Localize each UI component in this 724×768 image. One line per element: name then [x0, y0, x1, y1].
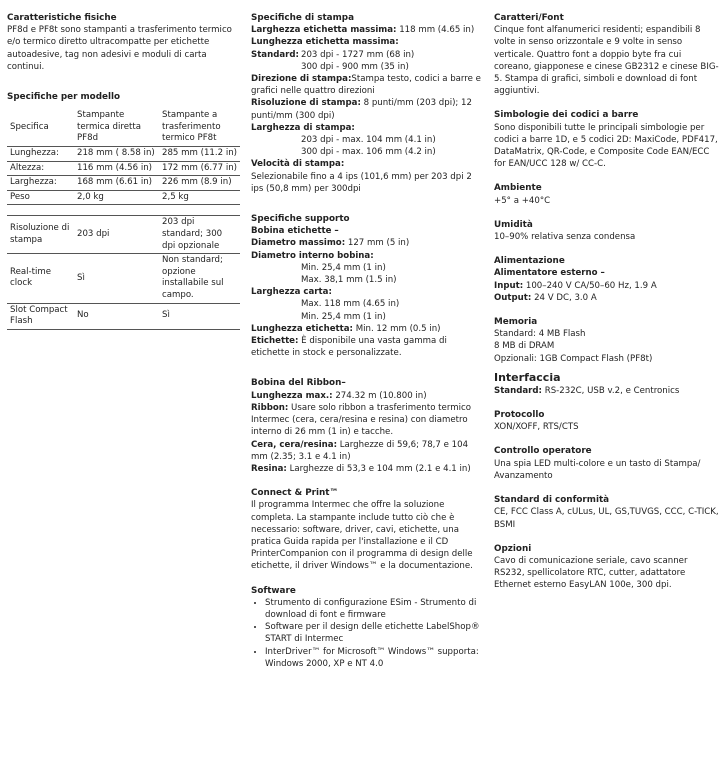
spec-value: 300 dpi - 900 mm (35 in) — [301, 61, 409, 72]
section-title-software: Software — [251, 585, 296, 596]
table-header-row — [7, 109, 240, 146]
software-list — [251, 597, 483, 670]
list-item: • InterDriver™ for Microsoft™ Windows™ supporta: Windows 2000, XP e NT 4.0 — [265, 646, 483, 670]
spec-line — [251, 335, 483, 359]
spec-label: Diametro massimo: — [251, 238, 346, 249]
spec-value: RS-232C, USB v.2, e Centronics — [542, 385, 680, 396]
spec-value: Min. 25,4 mm (1 in) — [301, 311, 386, 322]
spec-label: Etichette: — [251, 336, 299, 347]
table-row — [7, 303, 240, 329]
table-row — [7, 161, 240, 176]
section-title-model: Specifiche per modello — [7, 92, 121, 103]
spec-value: 100–240 V CA/50–60 Hz, 1.9 A — [523, 280, 657, 291]
spec-line — [251, 97, 483, 121]
compliance-list: CE, FCC Class A, cULus, UL, GS,TUVGS, CCC, C-TICK, BSMI — [494, 507, 719, 530]
spec-value: 203 dpi - max. 104 mm (4.1 in) — [301, 135, 436, 146]
spec-label: Cera, cera/resina: — [251, 439, 338, 450]
spec-value: 203 dpi - 1727 mm (68 in) — [301, 49, 415, 60]
list-item: • Strumento di configurazione ESim - Strumento di download di font e firmware — [265, 597, 483, 621]
section-title-compliance: Standard di conformità — [494, 495, 610, 506]
table-header-cell: Stampante termica diretta PF8d — [74, 109, 159, 146]
connect-description: Il programma Intermec che offre la soluzione completa. La stampante include tutto ciò che è necessario: software, driver, cavi, etichette, una pratica Guida rapida per l'installazione e il CD PrinterCompanion con il programma di design delle etichette, il driver Windows™ e la documentazione. — [251, 500, 473, 572]
spec-label: Ribbon: — [251, 402, 289, 413]
environment-value: +5° a +40°C — [494, 195, 551, 206]
spec-line — [251, 49, 483, 61]
spec-line — [251, 24, 483, 36]
memory-line: Standard: 4 MB Flash — [494, 329, 586, 340]
spec-label: Lunghezza max.: — [251, 390, 333, 401]
section-title-memory: Memoria — [494, 317, 538, 328]
list-item: • Software per il design delle etichette LabelShop® START di Intermec — [265, 621, 483, 645]
section-title-connect: Connect & Print™ — [251, 488, 339, 499]
spec-label: Larghezza di stampa: — [251, 122, 355, 133]
spec-label: Output: — [494, 292, 532, 303]
column-features — [494, 12, 720, 592]
spec-line — [251, 237, 483, 249]
model-spec-table — [7, 109, 240, 330]
spec-value: Larghezze di 59,6; 78,7 e 104 mm (2.35; 3.1 e 4.1 in) — [251, 439, 469, 462]
table-row — [7, 190, 240, 205]
section-title-fonts: Caratteri/Font — [494, 13, 564, 23]
spec-value: Max. 38,1 mm (1.5 in) — [301, 275, 397, 286]
spec-value: Usare solo ribbon a trasferimento termico Intermec (cera, cera/resina e resina) con diametro interno di 26 mm (1 in) e tacche. — [251, 402, 471, 438]
table-cell: 116 mm (4.56 in) — [74, 161, 159, 176]
section-title-interface: Interfaccia — [494, 370, 561, 384]
spec-line — [494, 385, 720, 397]
table-row — [7, 216, 240, 254]
table-header-cell: Specifica — [7, 109, 74, 146]
spec-label: Lunghezza etichetta massima: — [251, 37, 399, 48]
table-row — [7, 254, 240, 303]
table-cell: 285 mm (11.2 in) — [159, 147, 240, 162]
table-cell: 203 dpi — [74, 216, 159, 254]
power-subtitle: Alimentatore esterno – — [494, 268, 605, 279]
spec-value: 8 punti/mm (203 dpi); 12 punti/mm (300 dpi) — [251, 98, 472, 121]
section-title-support: Specifiche supporto — [251, 214, 350, 225]
spec-line — [494, 292, 720, 304]
spec-line — [251, 390, 483, 402]
spec-value: È disponibile una vasta gamma di etichette in stock e personalizzate. — [251, 336, 447, 359]
spec-value: 127 mm (5 in) — [345, 238, 410, 249]
spec-label: Risoluzione di stampa: — [251, 98, 361, 109]
table-cell: 172 mm (6.77 in) — [159, 161, 240, 176]
operator-control-description: Una spia LED multi-colore e un tasto di Stampa/ Avanzamento — [494, 458, 701, 481]
section-title-humidity: Umidità — [494, 219, 533, 230]
spec-line — [251, 402, 483, 439]
memory-line: 8 MB di DRAM — [494, 341, 555, 352]
spec-value: Selezionabile fino a 4 ips (101,6 mm) per 203 dpi 2 ips (50,8 mm) per 300dpi — [251, 171, 472, 194]
spec-value: 24 V DC, 3.0 A — [531, 292, 597, 303]
spec-label: Input: — [494, 280, 524, 291]
section-title-protocol: Protocollo — [494, 410, 545, 421]
humidity-value: 10–90% relativa senza condensa — [494, 232, 636, 243]
spec-label: Velocità di stampa: — [251, 159, 345, 170]
spec-label: Standard: — [494, 385, 542, 396]
table-row — [7, 147, 240, 162]
spec-value: Stampa testo, codici a barre e grafici nelle quattro direzioni — [251, 74, 481, 97]
table-spacer — [7, 205, 240, 216]
spec-value: 274.32 m (10.800 in) — [332, 390, 427, 401]
table-cell: Peso — [7, 190, 74, 205]
fonts-description: Cinque font alfanumerici residenti; espandibili 8 volte in senso orizzontale e 9 volte in senso verticale. Quattro font a doppio byte fra cui coreano, giapponese e cinese GB2312 e cinese BIG-5. Stampa di grafici, simboli e download di font aggiuntivi. — [494, 25, 719, 97]
spec-line — [251, 439, 483, 463]
table-cell: Larghezza: — [7, 176, 74, 191]
table-cell: Non standard; opzione installabile sul campo. — [159, 254, 240, 303]
protocol-value: XON/XOFF, RTS/CTS — [494, 422, 579, 433]
table-row — [7, 176, 240, 191]
section-title-barcodes: Simbologie dei codici a barre — [494, 110, 639, 121]
table-cell: Slot Compact Flash — [7, 303, 74, 329]
spec-value: Min. 25,4 mm (1 in) — [301, 262, 386, 273]
table-cell: Sì — [159, 303, 240, 329]
table-cell: 203 dpi standard; 300 dpi opzionale — [159, 216, 240, 254]
table-cell: 168 mm (6.61 in) — [74, 176, 159, 191]
spec-label: Larghezza carta: — [251, 287, 332, 298]
table-cell: Sì — [74, 254, 159, 303]
spec-value: Min. 12 mm (0.5 in) — [352, 323, 441, 334]
spec-value: 118 mm (4.65 in) — [396, 25, 475, 36]
section-title-print: Specifiche di stampa — [251, 13, 355, 23]
spec-label: Diametro interno bobina: — [251, 250, 374, 261]
spec-line — [251, 463, 483, 475]
barcodes-description: Sono disponibili tutte le principali simbologie per codici a barre 1D, e 5 codici 2D: MaxiCode, PDF417, DataMatrix, QR-Code, e Composite Code EAN/ECC for EAN/UCC 128 w/ CC-C. — [494, 122, 718, 170]
section-title-ribbon: Bobina del Ribbon– — [251, 378, 346, 389]
spec-label: Lunghezza etichetta: — [251, 323, 353, 334]
section-title-physical: Caratteristiche fisiche — [7, 13, 117, 23]
table-cell: Risoluzione di stampa — [7, 216, 74, 254]
section-title-options: Opzioni — [494, 543, 532, 554]
column-physical — [7, 12, 240, 330]
section-title-power: Alimentazione — [494, 256, 565, 267]
spec-label: Resina: — [251, 463, 287, 474]
table-cell: 226 mm (8.9 in) — [159, 176, 240, 191]
table-cell: Altezza: — [7, 161, 74, 176]
table-cell: 218 mm ( 8.58 in) — [74, 147, 159, 162]
spec-line — [494, 280, 720, 292]
spec-value: 300 dpi - max. 106 mm (4.2 in) — [301, 147, 436, 158]
column-print-specs — [251, 12, 483, 670]
spec-label: Direzione di stampa: — [251, 74, 352, 85]
spec-label: Bobina etichette – — [251, 226, 339, 237]
table-cell: Lunghezza: — [7, 147, 74, 162]
spec-line — [251, 73, 483, 97]
section-title-environment: Ambiente — [494, 183, 542, 194]
spec-label: Standard: — [251, 49, 299, 60]
spec-line — [251, 323, 483, 335]
table-header-cell: Stampante a trasferimento termico PF8t — [159, 109, 240, 146]
table-cell: Real-time clock — [7, 254, 74, 303]
spec-value: Max. 118 mm (4.65 in) — [301, 299, 400, 310]
table-cell: 2,5 kg — [159, 190, 240, 205]
table-cell: 2,0 kg — [74, 190, 159, 205]
options-description: Cavo di comunicazione seriale, cavo scanner RS232, spellicolatore RTC, cutter, adattatore Ethernet esterno EasyLAN 100e, 300 dpi. — [494, 555, 688, 591]
table-cell: No — [74, 303, 159, 329]
spec-value: Larghezze di 53,3 e 104 mm (2.1 e 4.1 in) — [286, 463, 471, 474]
physical-description: PF8d e PF8t sono stampanti a trasferimento termico e/o termico diretto ultracompatte per etichette autoadesive, tag non adesivi e moduli di carta continui. — [7, 25, 232, 72]
memory-line: Opzionali: 1GB Compact Flash (PF8t) — [494, 353, 653, 364]
section-title-operator-control: Controllo operatore — [494, 446, 592, 457]
spec-label: Larghezza etichetta massima: — [251, 25, 397, 36]
